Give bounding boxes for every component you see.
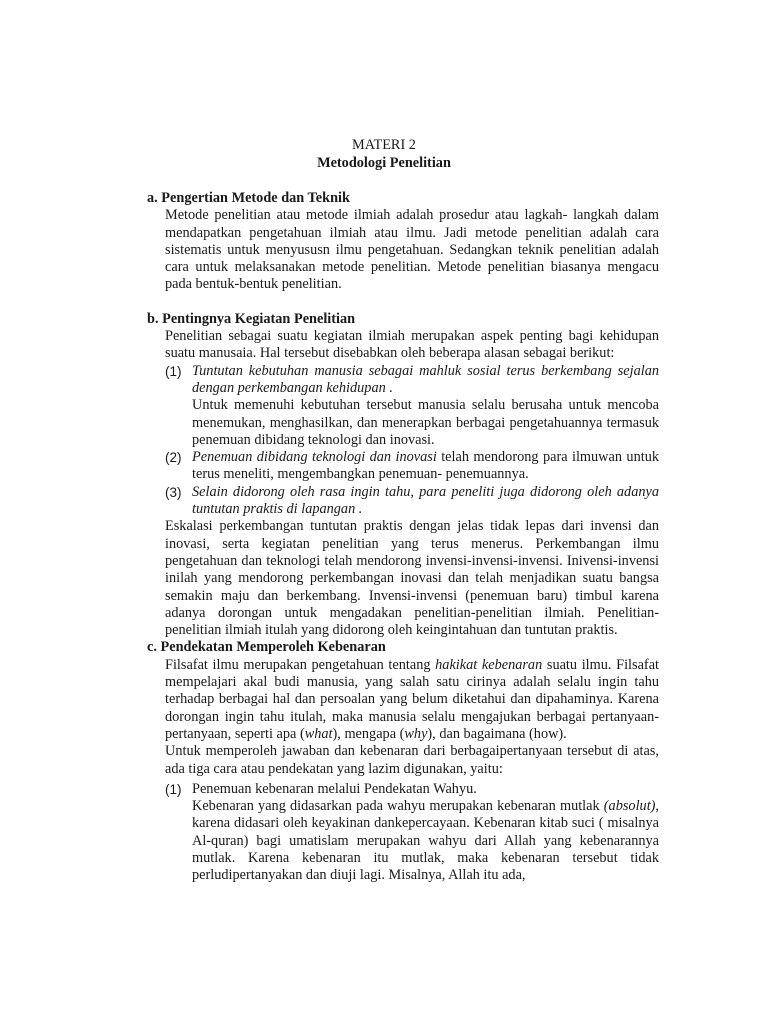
material-number: MATERI 2 — [352, 137, 416, 153]
list-item-italic: Tuntutan kebutuhan manusia sebagai mahluk sosial terus berkembang sejalan dengan perkembangan kehidupan . — [192, 362, 659, 396]
section-b-closing: Eskalasi perkembangan tuntutan praktis dengan jelas tidak lepas dari invensi dan inovasi, serta kegiatan penelitian yang terus menerus. Perkembangan ilmu pengetahuan dan teknologi telah mendorong invensi-invensi-invensi. Inivensi-invensi inilah yang mendorong perkembangan inovasi dan telah menjadikan suatu bangsa semakin maju dan berkembang. Invensi-invensi (penemuan baru) timbul karena adanya dorongan untuk mengadakan penelitian-penelitian ilmiah. Penelitian-penelitian ilmiah itulah yang didorong oleh keingintahuan dan tuntutan praktis. — [165, 518, 659, 639]
section-b-heading: b. Pentingnya Kegiatan Penelitian — [147, 310, 356, 327]
list-item — [165, 363, 659, 449]
list-number: (3) — [165, 484, 182, 500]
section-c-paragraph-1: Filsafat ilmu merupakan pengetahuan tentang hakikat kebenaran suatu ilmu. Filsafat mempelajari akal budi manusia, yang salah satu cirinya adalah selalu ingin tahu terhadap berbagai hal dan persoalan yang belum diketahui dan dipahaminya. Karena dorongan ingin tahu itulah, maka manusia selalu mengajukan berbagai pertanyaan-pertanyaan, seperti apa (what), mengapa (why), dan bagaimana (how). — [165, 656, 660, 742]
list-number: (2) — [165, 450, 182, 466]
list-item — [165, 484, 659, 519]
section-b-intro: Penelitian sebagai suatu kegiatan ilmiah merupakan aspek penting bagi kehidupan suatu manusaia. Hal tersebut disebabkan oleh beberapa alasan sebagai berikut: — [165, 328, 659, 362]
document-title: Metodologi Penelitian — [317, 155, 451, 171]
section-c-heading: c. Pendekatan Memperoleh Kebenaran — [147, 639, 386, 656]
list-item-text: Kebenaran yang didasarkan pada wahyu merupakan kebenaran mutlak (absolut), karena didasari oleh keyakinan dankepercayaan. Kebenaran kitab suci ( misalnya Al-quran) bagi umatislam merupakan wahyu dari Allah yang kebenarannya mutlak. Karena kebenaran itu mutlak, maka kebenaran tersebut tidak perludipertanyakan dan diuji lagi. Misalnya, Allah itu ada, — [192, 798, 659, 884]
section-a-paragraph: Metode penelitian atau metode ilmiah adalah prosedur atau lagkah- langkah dalam mendapatkan pengetahuan ilmiah atau ilmu. Jadi metode penelitian adalah cara sistematis untuk menyususn ilmu pengetahuan. Sedangkan teknik penelitian adalah cara untuk melaksanakan metode penelitian. Metode penelitian biasanya mengacu pada bentuk-bentuk penelitian. — [165, 207, 659, 293]
list-item-text: Untuk memenuhi kebutuhan tersebut manusia selalu berusaha untuk mencoba menemukan, menghasilkan, dan menerapkan berbagai pengetahuannya termasuk penemuan dibidang teknologi dan inovasi. — [192, 397, 659, 448]
list-item-text: telah mendorong para ilmuwan untuk terus meneliti, mengembangkan penemuan- penemuannya. — [192, 449, 659, 483]
list-item — [165, 781, 659, 885]
document-body — [147, 190, 659, 885]
list-item-italic: Penemuan dibidang teknologi dan inovasi — [192, 449, 437, 466]
section-c-paragraph-2: Untuk memperoleh jawaban dan kebenaran dari berbagaipertanyaan tersebut di atas, ada tiga cara atau pendekatan yang lazim digunakan, yaitu: — [165, 743, 659, 777]
list-number: (1) — [165, 781, 182, 797]
list-number: (1) — [165, 363, 182, 379]
section-a-heading: a. Pengertian Metode dan Teknik — [147, 190, 350, 206]
list-item-title: Penemuan kebenaran melalui Pendekatan Wahyu. — [192, 780, 477, 797]
list-item-italic: Selain didorong oleh rasa ingin tahu, para peneliti juga didorong oleh adanya tuntutan praktis di lapangan . — [192, 483, 659, 518]
list-item — [165, 449, 659, 484]
title-block — [0, 137, 768, 173]
